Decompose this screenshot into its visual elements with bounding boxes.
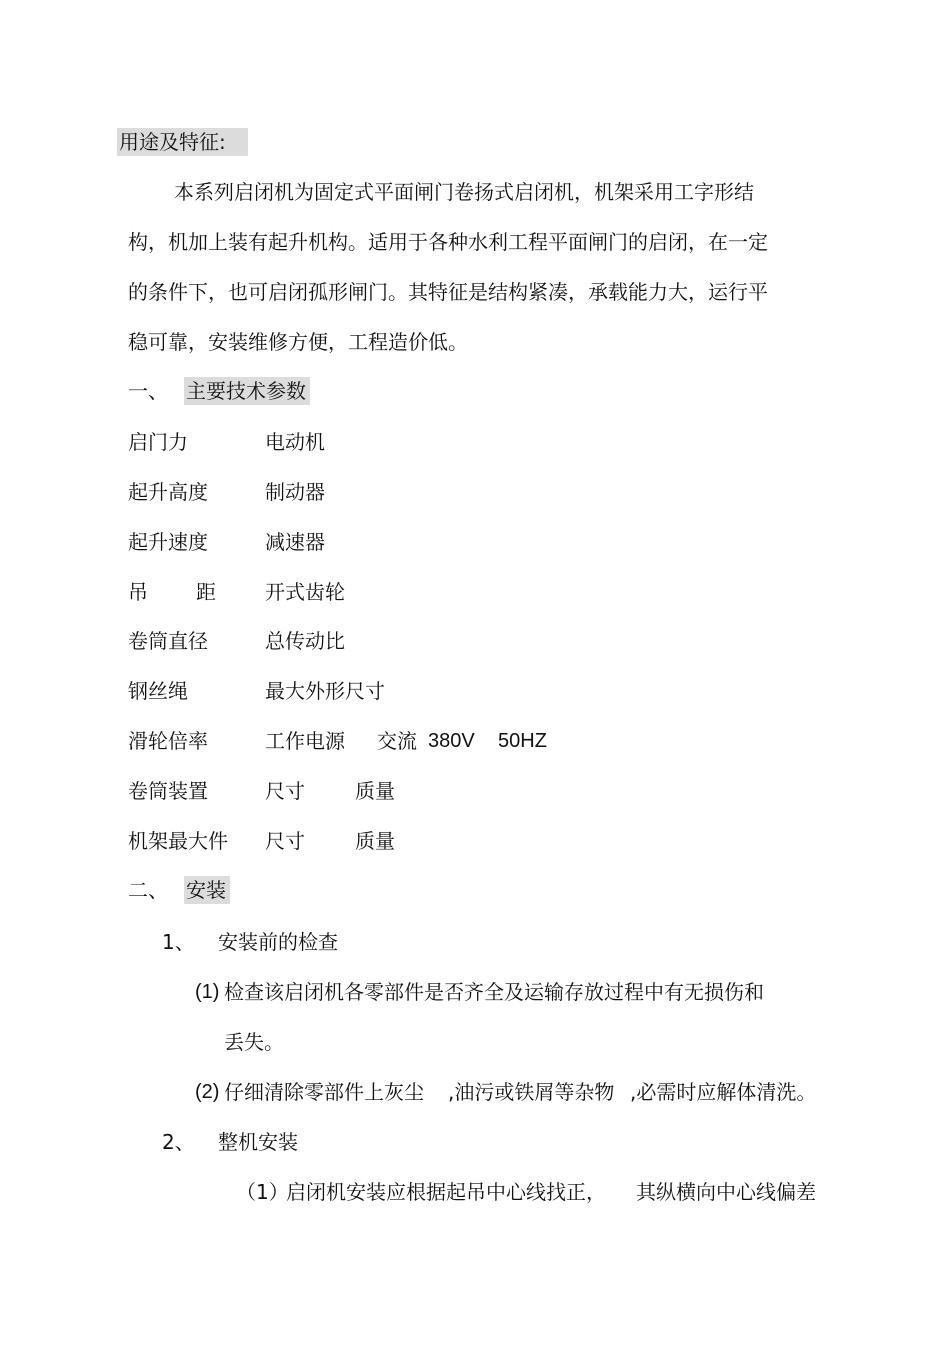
param-label: 卷筒装置 (128, 779, 208, 803)
subsection-2-title: 整机安装 (218, 1130, 298, 1154)
param-label: 电动机 (265, 430, 325, 454)
install-1-number: （1） (236, 1180, 289, 1204)
usage-heading (117, 128, 248, 156)
check-2-text-3: ,必需时应解体清洗。 (630, 1080, 817, 1104)
install-1-text-1: 启闭机安装应根据起吊中心线找正， (286, 1180, 606, 1204)
check-1-continuation: 丢失。 (224, 1030, 284, 1054)
param-label: 工作电源 (265, 729, 345, 753)
check-2-text-2: ,油污或铁屑等杂物 (448, 1080, 615, 1104)
subsection-2-number: 2、 (162, 1130, 195, 1154)
param-label: 制动器 (265, 480, 325, 504)
section-2-number: 二、 (128, 878, 168, 902)
usage-heading-text: 用途及特征: (117, 128, 248, 156)
install-1-text-2: 其纵横向中心线偏差 (636, 1180, 816, 1204)
param-label: 开式齿轮 (265, 580, 345, 604)
param-value: 50HZ (498, 730, 547, 752)
intro-line-4: 稳可靠，安装维修方便，工程造价低。 (128, 330, 468, 354)
param-label: 起升速度 (128, 530, 208, 554)
intro-line-3: 的条件下，也可启闭孤形闸门。其特征是结构紧凑，承载能力大，运行平 (128, 280, 768, 304)
param-label: 尺寸 (265, 779, 305, 803)
check-1-number: (1) (195, 981, 220, 1003)
param-label: 交流 (377, 729, 417, 753)
param-label: 吊 (128, 580, 148, 604)
section-1-number: 一、 (128, 379, 168, 403)
section-2-title-text: 安装 (184, 876, 230, 904)
section-1-title (184, 377, 310, 405)
section-2-title (184, 876, 230, 904)
param-label: 滑轮倍率 (128, 729, 208, 753)
param-label: 总传动比 (265, 629, 345, 653)
subsection-1-number: 1、 (162, 930, 195, 954)
check-2-number: (2) (195, 1081, 220, 1103)
param-label: 机架最大件 (128, 829, 228, 853)
section-1-title-text: 主要技术参数 (184, 377, 310, 405)
param-label: 启门力 (128, 430, 188, 454)
check-1-text: 检查该启闭机各零部件是否齐全及运输存放过程中有无损伤和 (224, 980, 764, 1004)
param-label: 起升高度 (128, 480, 208, 504)
param-label: 距 (196, 580, 216, 604)
param-value: 380V (428, 730, 475, 752)
param-label: 最大外形尺寸 (265, 679, 385, 703)
intro-line-2: 构，机加上装有起升机构。适用于各种水利工程平面闸门的启闭，在一定 (128, 230, 768, 254)
param-label: 尺寸 (265, 829, 305, 853)
param-label: 质量 (355, 779, 395, 803)
param-label: 卷筒直径 (128, 629, 208, 653)
param-label: 钢丝绳 (128, 679, 188, 703)
intro-line-1: 本系列启闭机为固定式平面闸门卷扬式启闭机，机架采用工字形结 (174, 180, 754, 204)
subsection-1-title: 安装前的检查 (218, 930, 338, 954)
param-label: 减速器 (265, 530, 325, 554)
param-label: 质量 (355, 829, 395, 853)
check-2-text-1: 仔细清除零部件上灰尘 (224, 1080, 424, 1104)
